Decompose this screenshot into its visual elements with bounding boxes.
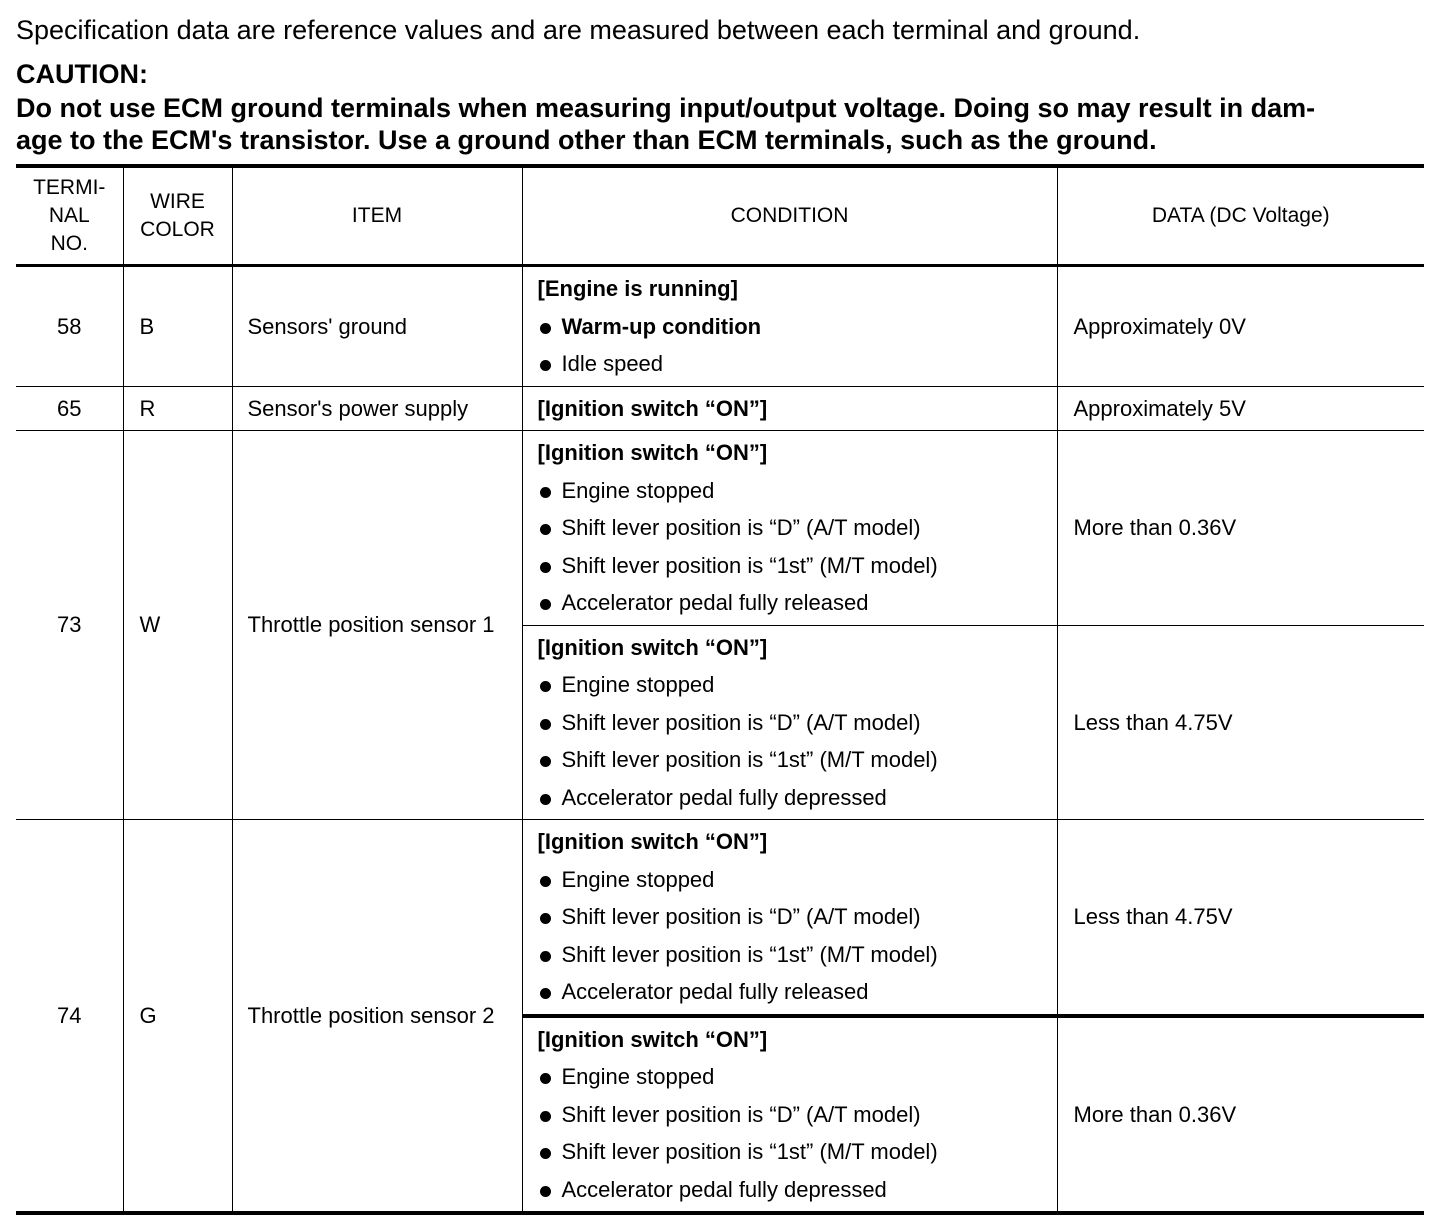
condition-bullet-text: Accelerator pedal fully depressed — [561, 784, 887, 810]
caution-line-2: age to the ECM's transistor. Use a ground other than ECM terminals, such as the ground. — [16, 125, 1157, 155]
condition-cell — [522, 431, 1057, 626]
bullet-dot-icon — [540, 360, 551, 371]
bullet-dot-icon — [540, 323, 551, 334]
table-row — [16, 820, 1424, 1016]
condition-bullet-text: Engine stopped — [561, 1064, 715, 1089]
ecm-terminal-table — [16, 164, 1424, 1215]
condition-bullet — [538, 584, 1057, 622]
bullet-dot-icon — [540, 599, 551, 610]
bullet-dot-icon — [540, 1111, 551, 1122]
condition-bullet — [538, 666, 1057, 704]
condition-bullet — [538, 936, 1057, 974]
condition-bullet-text: Engine stopped — [561, 866, 715, 892]
condition-bullet-text: Engine stopped — [561, 672, 715, 697]
condition-bullet — [538, 345, 1057, 383]
condition-heading: [Engine is running] — [537, 276, 738, 301]
caution-line-1: Do not use ECM ground terminals when measuring input/output voltage. Doing so may result in dam- — [16, 93, 1316, 123]
condition-bullet — [538, 509, 1057, 547]
dc-voltage-value: Less than 4.75V — [1057, 820, 1424, 1016]
item-name: Throttle position sensor 1 — [232, 431, 522, 820]
bullet-dot-icon — [540, 756, 551, 767]
condition-bullet-text: Shift lever position is “D” (A/T model) — [561, 1101, 921, 1127]
bullet-dot-icon — [540, 913, 551, 924]
header-condition: CONDITION — [522, 166, 1057, 266]
dc-voltage-value: More than 0.36V — [1057, 431, 1424, 626]
header-wire-color — [123, 166, 232, 266]
bullet-dot-icon — [540, 1186, 551, 1197]
header-terminal-line: NO. — [50, 232, 88, 255]
condition-bullet-text: Shift lever position is “D” (A/T model) — [561, 904, 921, 929]
header-wire-line: WIRE — [150, 190, 205, 213]
table-row — [16, 386, 1424, 431]
condition-bullet — [538, 1096, 1057, 1134]
condition-bullet — [538, 973, 1057, 1011]
item-name: Sensor's power supply — [232, 386, 522, 431]
bullet-dot-icon — [540, 524, 551, 535]
terminal-no: 65 — [16, 386, 123, 431]
dc-voltage-value: Approximately 5V — [1057, 386, 1424, 431]
condition-bullet-text: Warm-up condition — [561, 313, 762, 339]
condition-bullet — [538, 547, 1057, 585]
condition-bullet-text: Accelerator pedal fully released — [561, 979, 869, 1004]
terminal-no: 58 — [16, 266, 123, 387]
condition-heading: [Ignition switch “ON”] — [537, 1026, 768, 1052]
condition-cell — [522, 625, 1057, 820]
condition-bullet-text: Idle speed — [561, 351, 664, 376]
dc-voltage-value: Less than 4.75V — [1057, 625, 1424, 820]
condition-bullet — [538, 704, 1057, 742]
header-terminal-no — [16, 166, 123, 266]
condition-bullet-text: Shift lever position is “1st” (M/T model) — [561, 1139, 938, 1164]
condition-bullet-text: Shift lever position is “1st” (M/T model) — [561, 941, 938, 967]
condition-bullet-text: Engine stopped — [561, 477, 715, 503]
condition-bullet — [538, 861, 1057, 899]
condition-heading: [Ignition switch “ON”] — [537, 634, 768, 660]
condition-bullet-text: Accelerator pedal fully depressed — [561, 1176, 887, 1202]
header-terminal-line: NAL — [48, 204, 90, 227]
wire-color: R — [123, 386, 232, 431]
condition-bullet — [538, 1058, 1057, 1096]
bullet-dot-icon — [540, 988, 551, 999]
header-data: DATA (DC Voltage) — [1057, 166, 1424, 266]
condition-bullet — [538, 308, 1057, 346]
condition-heading: [Ignition switch “ON”] — [537, 829, 768, 854]
bullet-dot-icon — [540, 681, 551, 692]
bullet-dot-icon — [540, 876, 551, 887]
item-name: Throttle position sensor 2 — [232, 820, 522, 1214]
condition-bullet-text: Accelerator pedal fully released — [561, 590, 869, 615]
dc-voltage-value: Approximately 0V — [1057, 266, 1424, 387]
item-name: Sensors' ground — [232, 266, 522, 387]
bullet-dot-icon — [540, 1073, 551, 1084]
table-row — [16, 431, 1424, 626]
condition-bullet — [538, 1133, 1057, 1171]
bullet-dot-icon — [540, 487, 551, 498]
condition-bullet — [538, 472, 1057, 510]
wire-color: G — [123, 820, 232, 1214]
bullet-dot-icon — [540, 951, 551, 962]
bullet-dot-icon — [540, 719, 551, 730]
caution-title: CAUTION: — [16, 59, 148, 89]
condition-bullet — [538, 779, 1057, 817]
wire-color: W — [123, 431, 232, 820]
condition-cell — [522, 1016, 1057, 1214]
terminal-no: 74 — [16, 820, 123, 1214]
table-header-row — [16, 166, 1424, 266]
bullet-dot-icon — [540, 562, 551, 573]
condition-cell — [522, 386, 1057, 431]
terminal-no: 73 — [16, 431, 123, 820]
condition-bullet — [538, 741, 1057, 779]
condition-bullet-text: Shift lever position is “1st” (M/T model) — [561, 552, 938, 578]
condition-cell — [522, 266, 1057, 387]
header-wire-line: COLOR — [140, 218, 215, 241]
table-row — [16, 266, 1424, 387]
condition-bullet — [538, 898, 1057, 936]
header-terminal-line: TERMI- — [33, 176, 106, 199]
table-body — [16, 266, 1424, 1214]
condition-heading: [Ignition switch “ON”] — [537, 440, 768, 465]
condition-cell — [522, 820, 1057, 1016]
specification-note: Specification data are reference values and are measured between each terminal and ground. — [16, 15, 1141, 45]
wire-color: B — [123, 266, 232, 387]
condition-bullet-text: Shift lever position is “D” (A/T model) — [561, 515, 921, 540]
caution-text — [16, 92, 1426, 156]
dc-voltage-value: More than 0.36V — [1057, 1016, 1424, 1214]
header-item: ITEM — [232, 166, 522, 266]
condition-heading: [Ignition switch “ON”] — [537, 395, 768, 421]
bullet-dot-icon — [540, 794, 551, 805]
condition-bullet — [538, 1171, 1057, 1209]
condition-bullet-text: Shift lever position is “D” (A/T model) — [561, 709, 921, 735]
bullet-dot-icon — [540, 1148, 551, 1159]
condition-bullet-text: Shift lever position is “1st” (M/T model) — [561, 747, 938, 772]
